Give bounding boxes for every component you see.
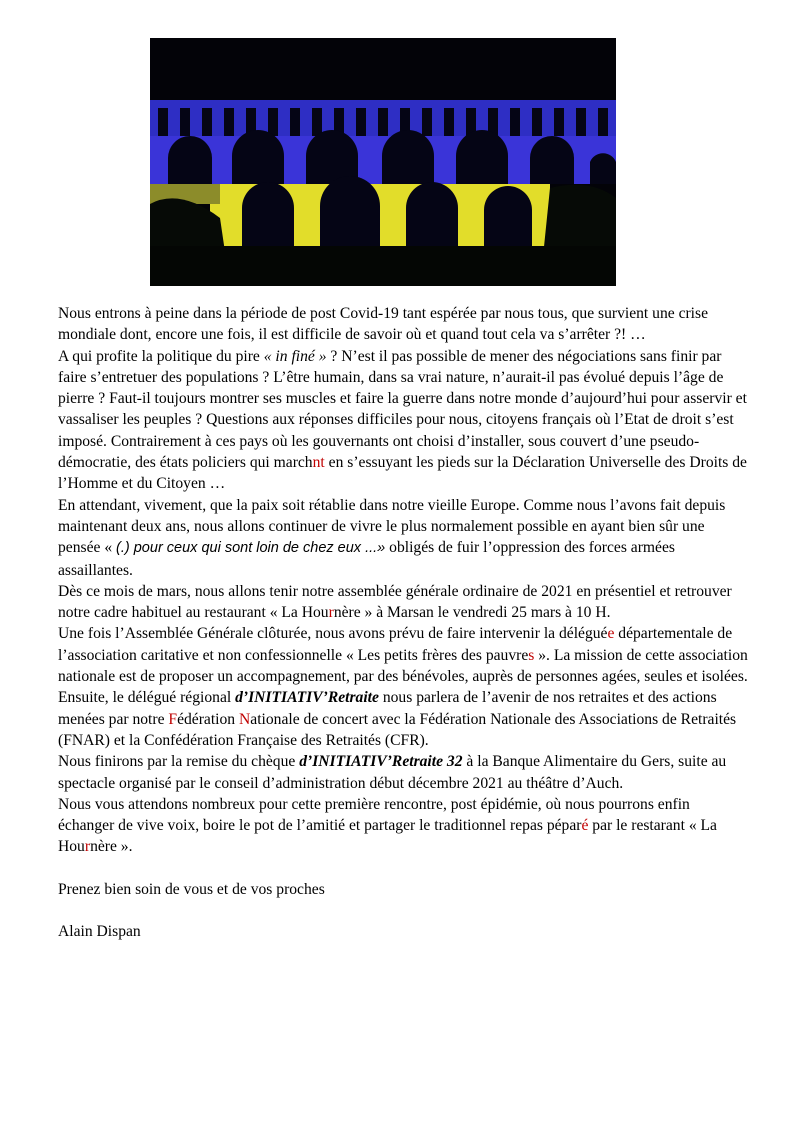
paragraph-charity: Une fois l’Assemblée Générale clôturée, nous avons prévu de faire intervenir la déléguée départementale de l’association caritative et non confessionnelle « Les petits frères des pauvres ». La mission de cette association nationale est de proposer un accompagnement, par des bénévoles, auprès de personnes agées, seules et isolées. (58, 625, 748, 686)
signature: Alain Dispan (58, 923, 141, 941)
closing-line: Prenez bien soin de vous et de vos proches (58, 880, 325, 898)
letter-body (58, 303, 748, 942)
paragraph-intro: Nous entrons à peine dans la période de post Covid-19 tant espérée par nous tous, que survient une crise mondiale dont, encore une fois, il est difficile de savoir où et quand tout cela va s’arrêter ?! … (58, 305, 709, 344)
paragraph-cheque: Nous finirons par la remise du chèque d’INITIATIV’Retraite 32 à la Banque Alimentaire du Gers, suite au spectacle organisé par le conseil d’administration début décembre 2021 au théâtre d’Auch. (58, 753, 727, 792)
pont-du-gard-photo (150, 38, 616, 286)
paragraph-politics: A qui profite la politique du pire « in finé » ? N’est il pas possible de mener des négociations sans finir par faire s’entretuer des populations ? L’être humain, dans sa vrai nature, n’aurait-il pas évolué depuis l’âge de pierre ? Faut-il toujours montrer ses muscles et faire la guerre dans notre monde d’aujourd’hui pour asservir et vassaliser les peuples ? Questions aux réponses difficiles pour nous, citoyens français où l’Etat de droit s’est imposé. Contrairement à ces pays où les gouvernants ont choisi d’installer, sous couvert d’une pseudo-démocratie, des états policiers qui marchnt en s’essuyant les pieds sur la Déclaration Universelle des Droits de l’Homme et du Citoyen … (58, 347, 747, 493)
paragraph-assembly: Dès ce mois de mars, nous allons tenir notre assemblée générale ordinaire de 2021 en présentiel et retrouver notre cadre habituel au restaurant « La Hournère » à Marsan le vendredi 25 mars à 10 H. (58, 582, 732, 622)
paragraph-invitation: Nous vous attendons nombreux pour cette première rencontre, post épidémie, où nous pourrons enfin échanger de vive voix, boire le pot de l’amitié et partager le traditionnel repas péparé par le restarant « La Hournère ». (58, 795, 717, 856)
paragraph-peace: En attendant, vivement, que la paix soit rétablie dans notre vieille Europe. Comme nous l’avons fait depuis maintenant deux ans, nous allons continuer de vivre le plus normalement possible en ayant bien sûr une pensée « (.) pour ceux qui sont loin de chez eux ...» obligés de fuir l’oppression des forces armées assaillantes. (58, 496, 726, 579)
aqueduct-illustration (150, 38, 616, 286)
paragraph-delegate: Ensuite, le délégué régional d’INITIATIV’Retraite nous parlera de l’avenir de nos retraites et des actions menées par notre Fédération Nationale de concert avec la Fédération Nationale des Associations de Retraités (FNAR) et la Confédération Française des Retraités (CFR). (58, 689, 737, 749)
